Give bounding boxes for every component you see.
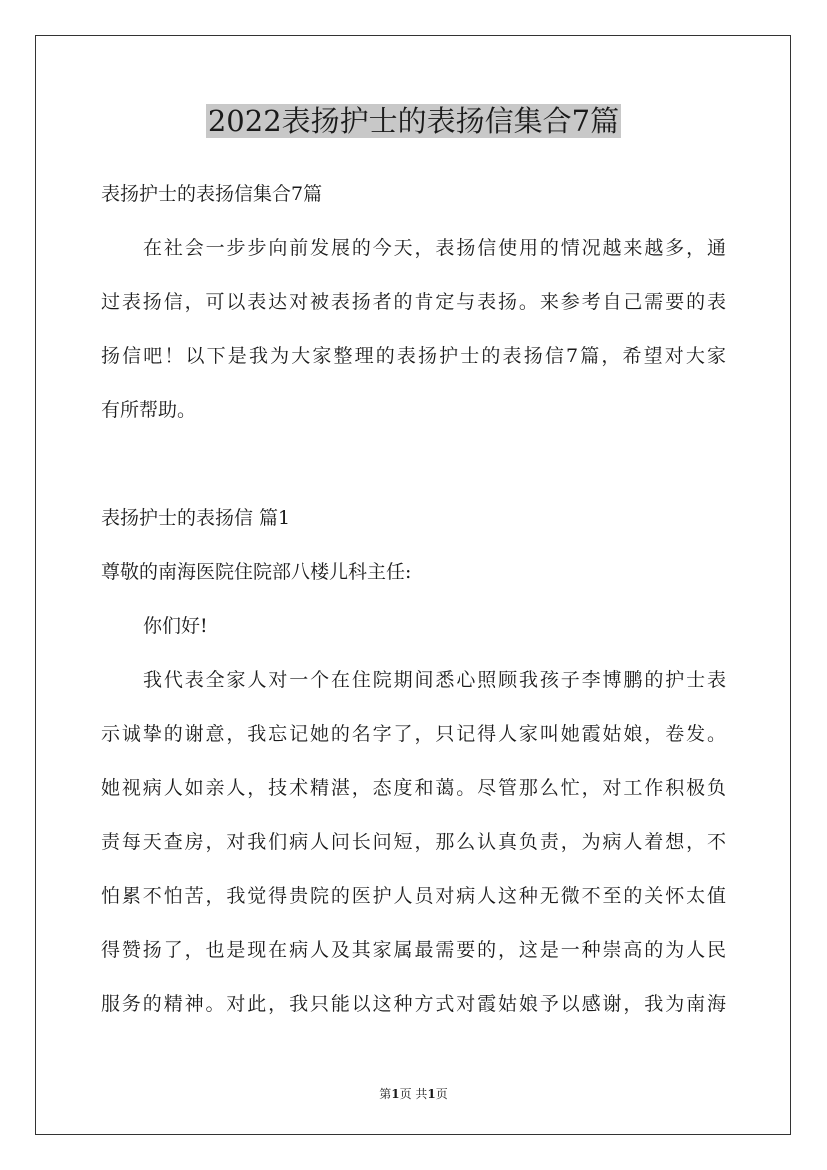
salutation: 尊敬的南海医院住院部八楼儿科主任: (101, 561, 412, 583)
body-line: 我代表全家人对一个在住院期间悉心照顾我孩子李博鹏的护士表 (143, 669, 726, 691)
document-title-text: 2022表扬护士的表扬信集合7篇 (207, 104, 620, 138)
section-heading: 表扬护士的表扬信 篇1 (101, 507, 291, 529)
page-current: 1 (391, 1087, 400, 1101)
intro-line: 有所帮助。 (101, 399, 197, 421)
body-line: 责每天查房，对我们病人问长问短，那么认真负责，为病人着想，不 (101, 831, 726, 853)
intro-line: 过表扬信，可以表达对被表扬者的肯定与表扬。来参考自己需要的表 (101, 291, 726, 313)
body-line: 她视病人如亲人，技术精湛，态度和蔼。尽管那么忙，对工作积极负 (101, 777, 726, 799)
body-line: 服务的精神。对此，我只能以这种方式对霞姑娘予以感谢，我为南海 (101, 993, 726, 1015)
page-mid: 页 共 (399, 1087, 428, 1101)
page-total: 1 (427, 1087, 436, 1101)
body-line: 怕累不怕苦，我觉得贵院的医护人员对病人这种无微不至的关怀太值 (101, 885, 726, 907)
intro-line: 在社会一步步向前发展的今天，表扬信使用的情况越来越多，通 (143, 237, 726, 259)
intro-line: 扬信吧！以下是我为大家整理的表扬护士的表扬信7篇，希望对大家 (101, 345, 726, 367)
page-footer (0, 1086, 827, 1102)
document-subtitle: 表扬护士的表扬信集合7篇 (101, 183, 323, 205)
page-suffix: 页 (435, 1087, 448, 1101)
document-title (0, 100, 827, 142)
page-prefix: 第 (379, 1087, 392, 1101)
body-line: 示诚挚的谢意，我忘记她的名字了，只记得人家叫她霞姑娘，卷发。 (101, 723, 726, 745)
body-line: 得赞扬了，也是现在病人及其家属最需要的，这是一种崇高的为人民 (101, 939, 726, 961)
greeting: 你们好! (143, 615, 208, 637)
